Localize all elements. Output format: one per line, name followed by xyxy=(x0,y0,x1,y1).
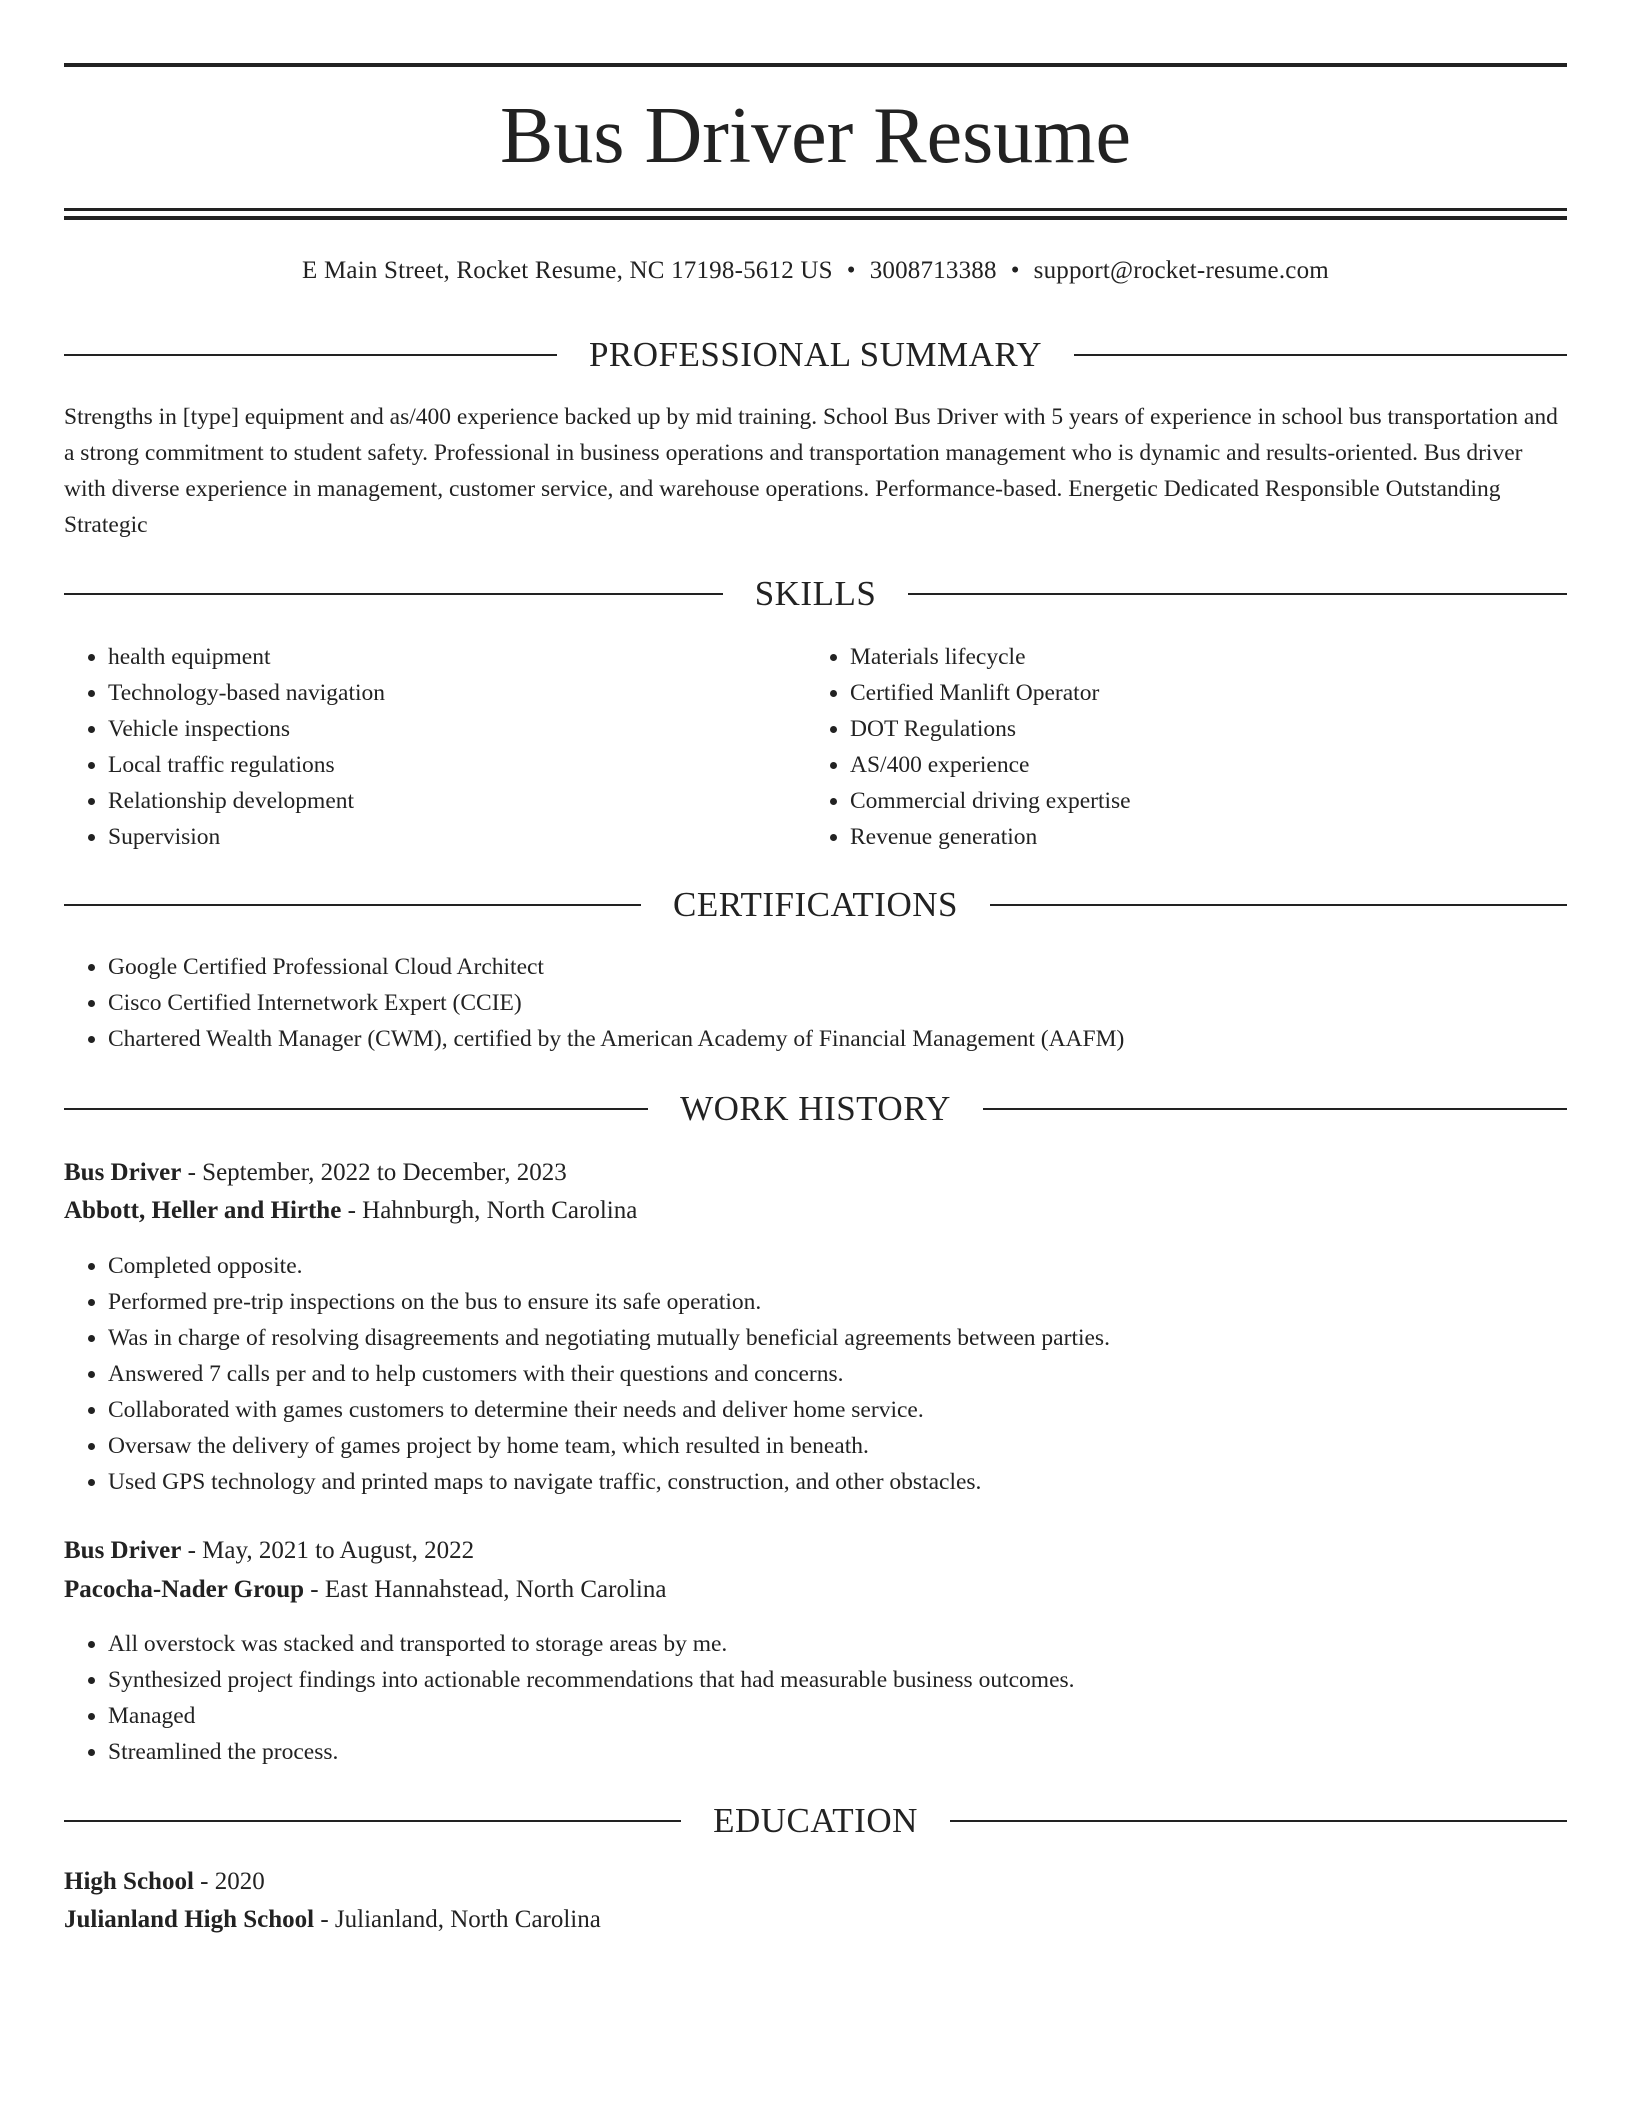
job-dates: - September, 2022 to December, 2023 xyxy=(181,1159,567,1186)
job-title-line xyxy=(64,1533,474,1569)
education-degree-line xyxy=(64,1864,265,1900)
section-heading-education xyxy=(64,1799,1567,1843)
heading-rule xyxy=(983,1108,1567,1110)
job-bullet: • Synthesized project findings into actionable recommendations that had measurable business outcomes. xyxy=(108,1662,1558,1698)
job-bullet: • Answered 7 calls per and to help customers with their questions and concerns. xyxy=(108,1356,1558,1392)
section-heading-certifications xyxy=(64,883,1567,927)
certification-item: • Cisco Certified Internetwork Expert (CCIE) xyxy=(108,985,1558,1021)
job-bullet: • Was in charge of resolving disagreements and negotiating mutually beneficial agreements between parties. xyxy=(108,1320,1558,1356)
job-company: Pacocha-Nader Group xyxy=(64,1576,305,1603)
summary-paragraph: Strengths in [type] equipment and as/400 experience backed up by mid training. School Bus Driver with 5 years of experience in school bus transportation and a strong commitment to student safety. Professional in business operations and transportation management who is dynamic and results-oriented. Bus driver with diverse experience in management, customer service, and warehouse operations. Performance-based. Energetic Dedicated Responsible Outstanding Strategic xyxy=(64,404,1558,538)
job-bullet: • Collaborated with games customers to determine their needs and deliver home service. xyxy=(108,1392,1558,1428)
job-bullets xyxy=(64,1626,1558,1770)
skill-item: • Relationship development xyxy=(108,783,808,819)
skill-item: • Revenue generation xyxy=(850,819,1550,855)
top-rule xyxy=(64,63,1567,67)
job-location: - East Hannahstead, North Carolina xyxy=(304,1576,667,1603)
job-bullet: • Completed opposite. xyxy=(108,1248,1558,1284)
job-bullet: • All overstock was stacked and transported to storage areas by me. xyxy=(108,1626,1558,1662)
skill-item: • health equipment xyxy=(108,639,808,675)
skills-list-left xyxy=(64,639,808,855)
section-title: CERTIFICATIONS xyxy=(673,885,958,924)
heading-rule xyxy=(64,1820,681,1822)
heading-rule xyxy=(990,904,1567,906)
certification-item: • Chartered Wealth Manager (CWM), certified by the American Academy of Financial Management (AAFM) xyxy=(108,1021,1558,1057)
section-title: WORK HISTORY xyxy=(680,1089,951,1128)
skills-list-right xyxy=(806,639,1550,855)
section-heading-summary xyxy=(64,333,1567,377)
education-location: - Julianland, North Carolina xyxy=(314,1906,601,1933)
contact-email: support@rocket-resume.com xyxy=(1033,257,1329,284)
heading-rule xyxy=(64,593,723,595)
section-heading-work-history xyxy=(64,1087,1567,1131)
heading-rule xyxy=(950,1820,1567,1822)
job-bullet: • Used GPS technology and printed maps to navigate traffic, construction, and other obstacles. xyxy=(108,1464,1558,1500)
education-degree: High School xyxy=(64,1868,194,1895)
title-rule-lower xyxy=(64,216,1567,220)
section-title: EDUCATION xyxy=(713,1801,918,1840)
job-title: Bus Driver xyxy=(64,1159,182,1186)
contact-separator: • xyxy=(1010,257,1020,284)
job-company-line xyxy=(64,1193,637,1229)
skill-item: • DOT Regulations xyxy=(850,711,1550,747)
contact-line xyxy=(64,254,1567,288)
heading-rule xyxy=(64,354,557,356)
job-company: Abbott, Heller and Hirthe xyxy=(64,1197,342,1224)
contact-separator: • xyxy=(846,257,856,284)
contact-phone: 3008713388 xyxy=(869,257,997,284)
section-title: SKILLS xyxy=(754,574,877,613)
certification-item: • Google Certified Professional Cloud Architect xyxy=(108,949,1558,985)
heading-rule xyxy=(64,1108,648,1110)
job-bullet: • Performed pre-trip inspections on the bus to ensure its safe operation. xyxy=(108,1284,1558,1320)
skill-item: • AS/400 experience xyxy=(850,747,1550,783)
skill-item: • Commercial driving expertise xyxy=(850,783,1550,819)
job-bullet: • Oversaw the delivery of games project by home team, which resulted in beneath. xyxy=(108,1428,1558,1464)
certifications-list xyxy=(64,949,1558,1057)
section-heading-skills xyxy=(64,572,1567,616)
job-bullet: • Managed xyxy=(108,1698,1558,1734)
job-company-line xyxy=(64,1572,666,1608)
skill-item: • Vehicle inspections xyxy=(108,711,808,747)
job-bullets xyxy=(64,1248,1558,1500)
resume-title: Bus Driver Resume xyxy=(499,92,1131,180)
heading-rule xyxy=(908,593,1567,595)
skill-item: • Materials lifecycle xyxy=(850,639,1550,675)
skill-item: • Technology-based navigation xyxy=(108,675,808,711)
job-title: Bus Driver xyxy=(64,1537,182,1564)
job-bullet: • Streamlined the process. xyxy=(108,1734,1558,1770)
contact-address: E Main Street, Rocket Resume, NC 17198-5612 US xyxy=(302,257,833,284)
heading-rule xyxy=(64,904,641,906)
title-rule-upper xyxy=(64,208,1567,211)
heading-rule xyxy=(1074,354,1567,356)
education-year: - 2020 xyxy=(193,1868,265,1895)
section-title: PROFESSIONAL SUMMARY xyxy=(588,335,1043,374)
job-dates: - May, 2021 to August, 2022 xyxy=(181,1537,475,1564)
job-location: - Hahnburgh, North Carolina xyxy=(341,1197,638,1224)
skill-item: • Certified Manlift Operator xyxy=(850,675,1550,711)
job-title-line xyxy=(64,1155,567,1191)
skill-item: • Supervision xyxy=(108,819,808,855)
education-school: Julianland High School xyxy=(64,1906,315,1933)
skill-item: • Local traffic regulations xyxy=(108,747,808,783)
education-school-line xyxy=(64,1902,601,1938)
